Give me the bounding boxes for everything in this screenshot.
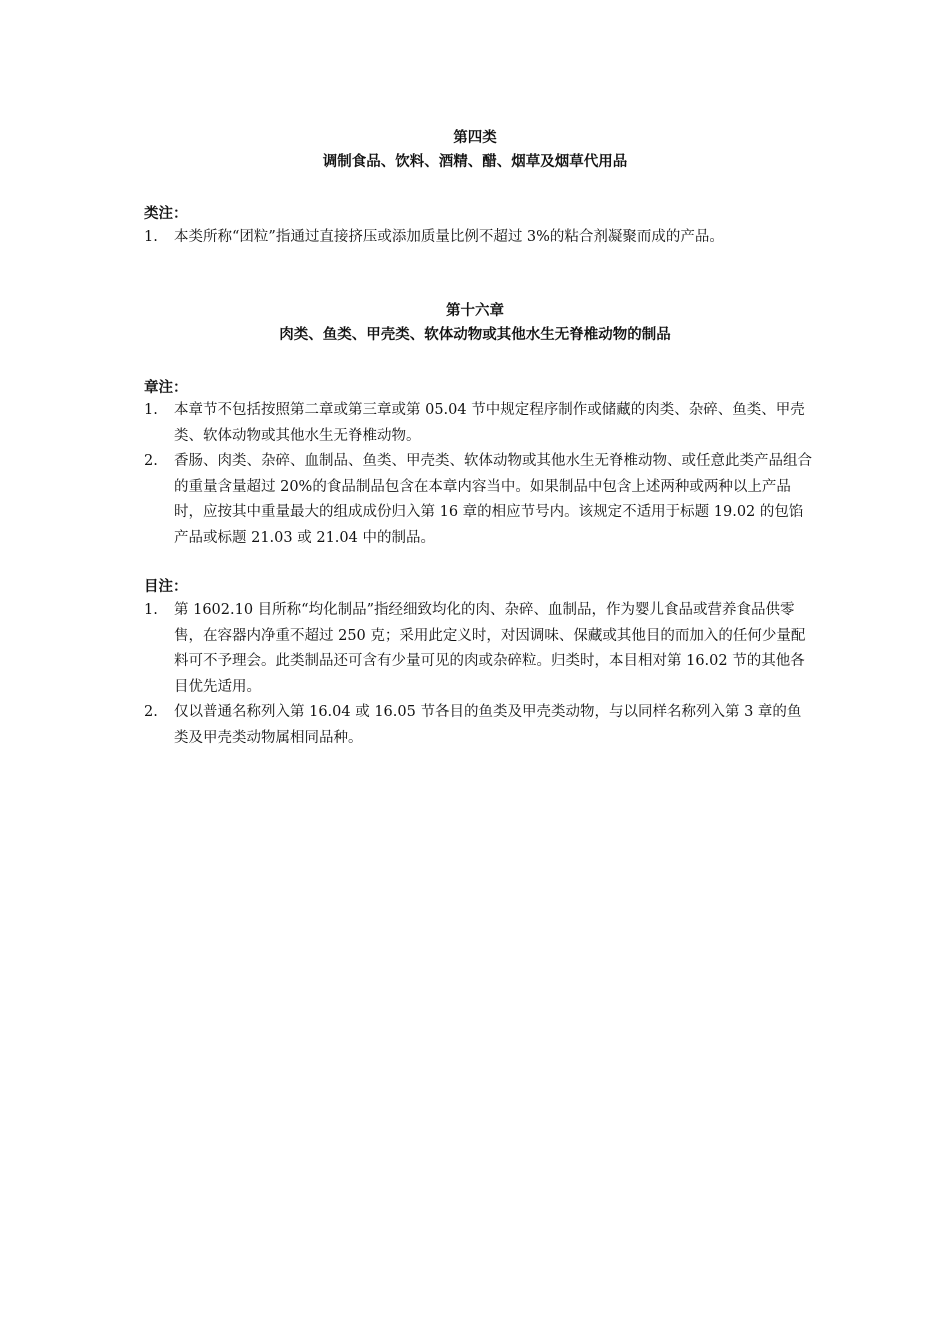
section-title-block — [0, 126, 950, 174]
section-label: 第四类 — [453, 130, 497, 146]
list-item-number: 2. — [144, 704, 158, 720]
list-item — [144, 598, 814, 700]
chapter-notes-heading: 章注： — [144, 380, 188, 396]
list-item-text: 仅以普通名称列入第 16.04 或 16.05 节各目的鱼类及甲壳类动物，与以同样名称列入第 3 章的鱼类及甲壳类动物属相同品种。 — [174, 704, 802, 746]
subheading-notes-heading: 目注： — [144, 579, 188, 595]
list-item — [144, 700, 814, 751]
list-item-text: 本类所称“团粒”指通过直接挤压或添加质量比例不超过 3%的粘合剂凝聚而成的产品。 — [174, 229, 724, 245]
list-item-number: 1. — [144, 402, 158, 418]
list-item-text: 香肠、肉类、杂碎、血制品、鱼类、甲壳类、软体动物或其他水生无脊椎动物、或任意此类产品组合的重量含量超过 20%的食品制品包含在本章内容当中。如果制品中包含上述两种或两种以上产品时，应按其中重量最大的组成成份归入第 16 章的相应节号内。该规定不适用于标题 19.02 的包馅产品或标题 21.03 或 21.04 中的制品。 — [174, 453, 812, 546]
chapter-label: 第十六章 — [446, 303, 504, 319]
list-item-text: 第 1602.10 目所称“均化制品”指经细致均化的肉、杂碎、血制品，作为婴儿食品或营养食品供零售，在容器内净重不超过 250 克；采用此定义时，对因调味、保藏或其他目的而加入的任何少量配料可不予理会。此类制品还可含有少量可见的肉或杂碎粒。归类时，本目相对第 16.02 节的其他各目优先适用。 — [174, 602, 806, 695]
chapter-notes-list — [144, 398, 814, 551]
list-item-number: 2. — [144, 453, 158, 469]
list-item-text: 本章节不包括按照第二章或第三章或第 05.04 节中规定程序制作或储藏的肉类、杂碎、鱼类、甲壳类、软体动物或其他水生无脊椎动物。 — [174, 402, 805, 444]
section-notes-list — [144, 225, 814, 251]
list-item — [144, 398, 814, 449]
list-item-number: 1. — [144, 229, 158, 245]
subheading-notes-list — [144, 598, 814, 751]
chapter-title: 肉类、鱼类、甲壳类、软体动物或其他水生无脊椎动物的制品 — [279, 327, 671, 343]
chapter-title-block — [0, 299, 950, 347]
section-notes-heading: 类注： — [144, 206, 188, 222]
section-title: 调制食品、饮料、酒精、醋、烟草及烟草代用品 — [322, 154, 628, 170]
list-item — [144, 449, 814, 551]
list-item-number: 1. — [144, 602, 158, 618]
list-item — [144, 225, 854, 251]
